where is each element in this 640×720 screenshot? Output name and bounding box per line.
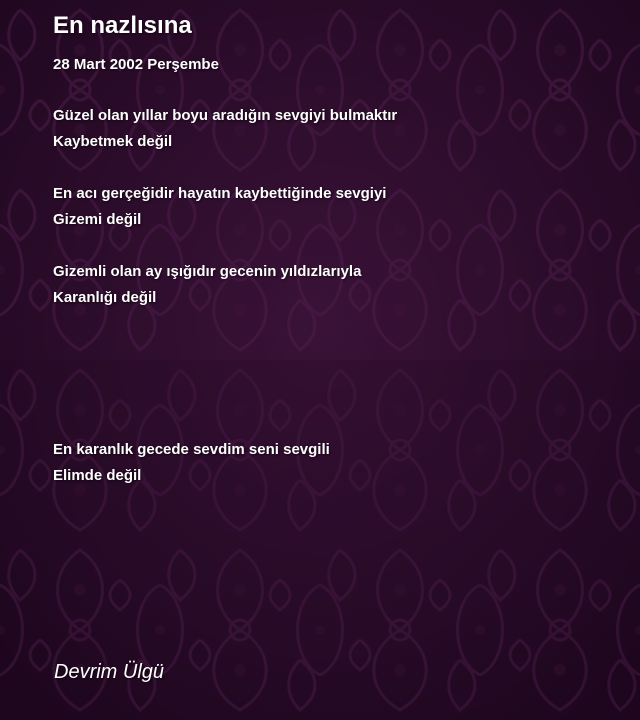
poem-line: Kaybetmek değil [53, 133, 173, 150]
poem-author: Devrim Ülgü [54, 661, 165, 683]
poem-stanza-2 [53, 181, 386, 233]
poem-line: Elimde değil [53, 467, 142, 484]
poem-title: En nazlısına [53, 12, 192, 39]
poem-stanza-1 [53, 103, 397, 155]
poem-stanza-4 [53, 437, 330, 489]
poem-line: Gizemi değil [53, 211, 142, 228]
poem-line: Karanlığı değil [53, 289, 157, 306]
poem-date: 28 Mart 2002 Perşembe [53, 56, 219, 73]
poem-line: Güzel olan yıllar boyu aradığın sevgiyi bulmaktır [53, 107, 398, 124]
poem-line: Gizemli olan ay ışığıdır gecenin yıldızlarıyla [53, 263, 362, 280]
poem-line: En acı gerçeğidir hayatın kaybettiğinde sevgiyi [53, 185, 387, 202]
poem-stanza-3 [53, 259, 361, 311]
poem-line: En karanlık gecede sevdim seni sevgili [53, 441, 330, 458]
